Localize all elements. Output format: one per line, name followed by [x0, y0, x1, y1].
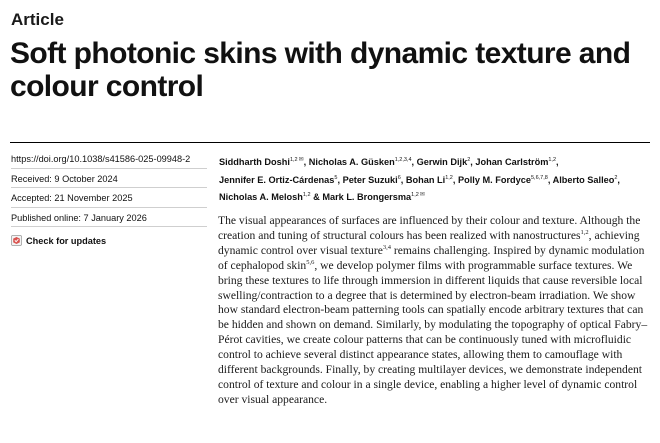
author-affiliation: 1,2 — [411, 192, 419, 198]
author-name[interactable]: Bohan Li — [405, 174, 446, 185]
author-name[interactable]: Gerwin Dijk — [416, 157, 468, 167]
published-date: Published online: 7 January 2026 — [11, 212, 147, 223]
doi-link[interactable]: https://doi.org/10.1038/s41586-025-09948-2 — [11, 154, 191, 164]
article-title: Soft photonic skins with dynamic texture and colour control — [10, 37, 631, 103]
abstract — [218, 214, 654, 408]
meta-divider — [11, 226, 207, 227]
abstract-text: , we develop polymer films with programmable surface textures. We bring these textures to life through immersion in different liquids that cause reversible local swelling/contraction to a degree that is determined by electron-beam irradiation. We show how standard electron-beam patterning tools can spatially encode arbitrary textures that can be hidden and shown on demand. Similarly, by modulating the topography of optical Fabry–Pérot cavities, we create colour patterns that can be continuously tuned with microfluidic control to achieve several distinct appearance states, allowing them to camouflage with different backgrounds. Finally, by creating multilayer devices, we demonstrate independent control of texture and colour in a single device, enabling a higher level of dynamic control over visual appearance. — [218, 258, 648, 406]
author-name[interactable]: Polly M. Fordyce — [457, 174, 531, 185]
abstract-text: The visual appearances of surfaces are influenced by their colour and texture. Although the creation and tuning of structural colours has been realized with nanostructures — [218, 214, 641, 242]
reference-marker[interactable]: 5,6 — [306, 258, 315, 266]
accepted-date: Accepted: 21 November 2025 — [11, 193, 133, 203]
author-name[interactable]: Mark L. Brongersma — [322, 192, 412, 202]
received-date: Received: 9 October 2024 — [11, 173, 118, 184]
author-affiliation: 1,2 — [445, 174, 453, 181]
meta-divider — [11, 168, 207, 169]
author-affiliation: 6 — [397, 174, 401, 181]
author-affiliation: 1,2,3,4 — [394, 157, 412, 163]
reference-marker[interactable]: 3,4 — [382, 243, 391, 251]
author-affiliation: 2 — [614, 174, 618, 181]
author-affiliation: 5,6,7,8 — [530, 174, 548, 181]
check-for-updates-button[interactable] — [11, 231, 211, 251]
check-updates-label: Check for updates — [26, 235, 107, 246]
title-rule — [10, 142, 650, 143]
check-updates-icon — [11, 235, 22, 246]
author-affiliation: 5 — [334, 174, 338, 181]
author-affiliation: 1,2 — [548, 157, 557, 163]
author-name[interactable]: Siddharth Doshi — [219, 157, 290, 167]
article-metadata — [11, 153, 211, 251]
author-name[interactable]: Johan Carlström — [475, 157, 549, 167]
author-name[interactable]: Alberto Salleo — [552, 174, 615, 185]
author-name[interactable]: Nicholas A. Güsken — [308, 157, 395, 167]
abstract-text: , achieving dynamic control over visual texture — [218, 228, 640, 257]
author-name[interactable]: Jennifer E. Ortiz-Cárdenas — [219, 174, 335, 185]
abstract-text: remains challenging. Inspired by dynamic modulation of cephalopod skin — [218, 243, 645, 272]
author-affiliation: 1,2 — [302, 192, 311, 198]
reference-marker[interactable]: 1,2 — [580, 228, 589, 236]
meta-divider — [11, 207, 207, 208]
meta-divider — [11, 187, 207, 188]
author-affiliation: 2 — [467, 157, 471, 163]
author-list: Siddharth Doshi$^{1,2✉}$, Nicholas A. Güsken$^{1,2,3,4}$, Gerwin Dijk$^2$, Johan Carlström$^{1,2}$, Jennifer E. Ortiz-Cárdenas$^5$, Peter Suzuki$^6$, Bohan Li$^{1,2}$, Polly M. Fordyce$^{5,6,7,8}$, Alberto Salleo$^2$, Nicholas A. Melosh$^{1,2}$ & Mark L. Brongersma$^{1,2✉}$ — [219, 157, 620, 202]
author-name[interactable]: Nicholas A. Melosh — [219, 192, 303, 202]
author-name[interactable]: Peter Suzuki — [342, 174, 398, 185]
author-affiliation: 1,2 — [289, 157, 298, 163]
article-type-label: Article — [11, 10, 64, 29]
